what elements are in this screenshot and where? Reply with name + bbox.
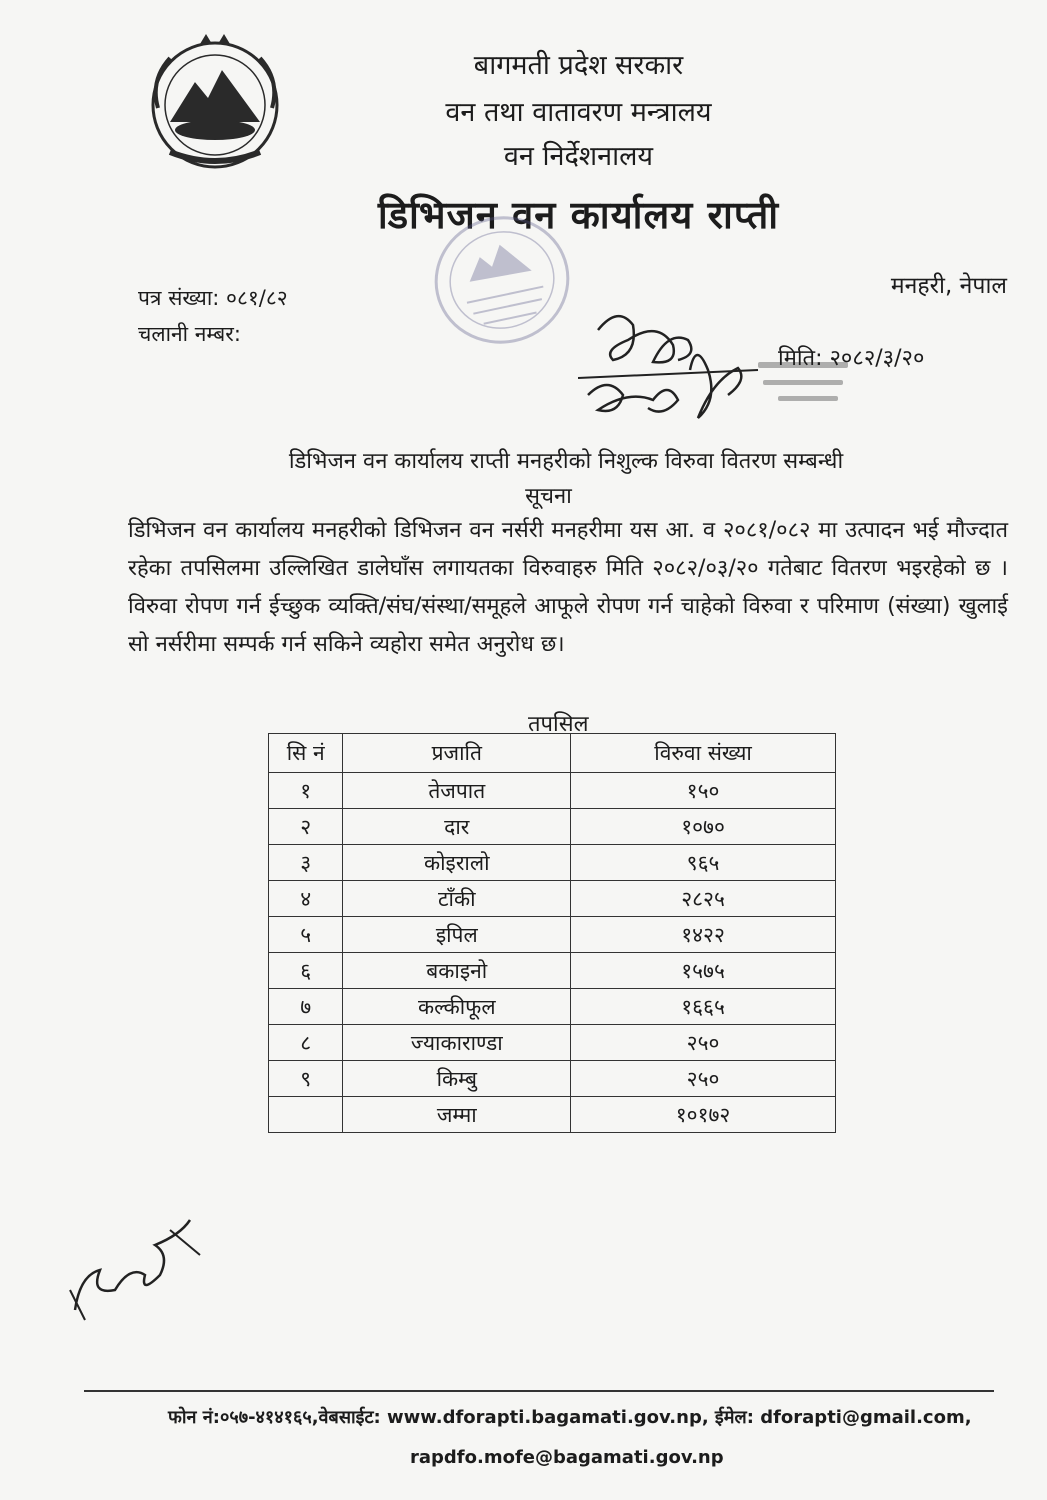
- notice-subject: डिभिजन वन कार्यालय राप्ती मनहरीको निशुल्क विरुवा वितरण सम्बन्धी: [288, 449, 844, 474]
- office-location: मनहरी, नेपाल: [890, 273, 1007, 299]
- footer-divider: [84, 1390, 994, 1392]
- table-row: [269, 953, 836, 989]
- row-species: ज्याकाराण्डा: [343, 1025, 571, 1061]
- initial-signature-icon: [60, 1215, 210, 1325]
- total-value: १०१७२: [571, 1097, 836, 1133]
- row-count: २५०: [571, 1025, 836, 1061]
- row-serial: १: [269, 773, 343, 809]
- table-row: [269, 845, 836, 881]
- header-office-name: डिभिजन वन कार्यालय राप्ती: [377, 193, 780, 237]
- table-row: [269, 809, 836, 845]
- table-row: [269, 1025, 836, 1061]
- dispatch-number: चलानी नम्बर:: [138, 322, 241, 346]
- row-count: २५०: [571, 1061, 836, 1097]
- table-total-row: [269, 1097, 836, 1133]
- footer-contact-line: फोन नं:०५७-४१४१६५,वेबसाईट: www.dforapti.bagamati.gov.np, ईमेल: dforapti@gmail.com,: [168, 1407, 972, 1428]
- total-serial-empty: [269, 1097, 343, 1133]
- row-count: १६६५: [571, 989, 836, 1025]
- footer-email-line: rapdfo.mofe@bagamati.gov.np: [410, 1447, 724, 1468]
- column-header-serial: सि नं: [269, 734, 343, 773]
- notice-paragraph: डिभिजन वन कार्यालय मनहरीको डिभिजन वन नर्सरी मनहरीमा यस आ. व २०८१/०८२ मा उत्पादन भई मौज्दात रहेका तपसिलमा उल्लिखित डालेघाँस लगायतका विरुवाहरु मिति २०८२/०३/२० गतेबाट वितरण भइरहेको छ । विरुवा रोपण गर्न ईच्छुक व्यक्ति/संघ/संस्था/समूहले आफूले रोपण गर्न चाहेको विरुवा र परिमाण (संख्या) खुलाई सो नर्सरीमा सम्पर्क गर्न सकिने व्यहोरा समेत अनुरोध छ।: [128, 518, 1008, 657]
- seedling-table: [268, 733, 836, 1133]
- row-serial: ५: [269, 917, 343, 953]
- table-row: [269, 1061, 836, 1097]
- row-count: १५७५: [571, 953, 836, 989]
- table-header-row: [269, 734, 836, 773]
- row-serial: २: [269, 809, 343, 845]
- notice-title: सूचना: [525, 484, 572, 509]
- row-serial: ८: [269, 1025, 343, 1061]
- row-serial: ४: [269, 881, 343, 917]
- header-line-ministry: वन तथा वातावरण मन्त्रालय: [445, 97, 712, 128]
- letter-number: पत्र संख्या: ०८१/८२: [138, 286, 288, 310]
- row-serial: ९: [269, 1061, 343, 1097]
- header-line-province: बागमती प्रदेश सरकार: [473, 50, 684, 81]
- row-species: दार: [343, 809, 571, 845]
- row-count: १४२२: [571, 917, 836, 953]
- header-line-directorate: वन निर्देशनालय: [503, 141, 654, 172]
- row-species: इपिल: [343, 917, 571, 953]
- table-row: [269, 773, 836, 809]
- row-serial: ३: [269, 845, 343, 881]
- column-header-count: विरुवा संख्या: [571, 734, 836, 773]
- office-stamp-icon: [425, 205, 580, 355]
- row-count: ९६५: [571, 845, 836, 881]
- table-row: [269, 989, 836, 1025]
- table-row: [269, 917, 836, 953]
- row-species: तेजपात: [343, 773, 571, 809]
- row-species: किम्बु: [343, 1061, 571, 1097]
- annex-title: तपसिल: [528, 712, 589, 737]
- row-species: बकाइनो: [343, 953, 571, 989]
- row-count: १०७०: [571, 809, 836, 845]
- row-serial: ६: [269, 953, 343, 989]
- row-serial: ७: [269, 989, 343, 1025]
- row-count: १५०: [571, 773, 836, 809]
- table-row: [269, 881, 836, 917]
- document-date: मिति: २०८२/३/२०: [778, 346, 925, 371]
- column-header-species: प्रजाति: [343, 734, 571, 773]
- row-species: कल्कीफूल: [343, 989, 571, 1025]
- row-species: टाँकी: [343, 881, 571, 917]
- row-species: कोइरालो: [343, 845, 571, 881]
- row-count: २८२५: [571, 881, 836, 917]
- total-label: जम्मा: [343, 1097, 571, 1133]
